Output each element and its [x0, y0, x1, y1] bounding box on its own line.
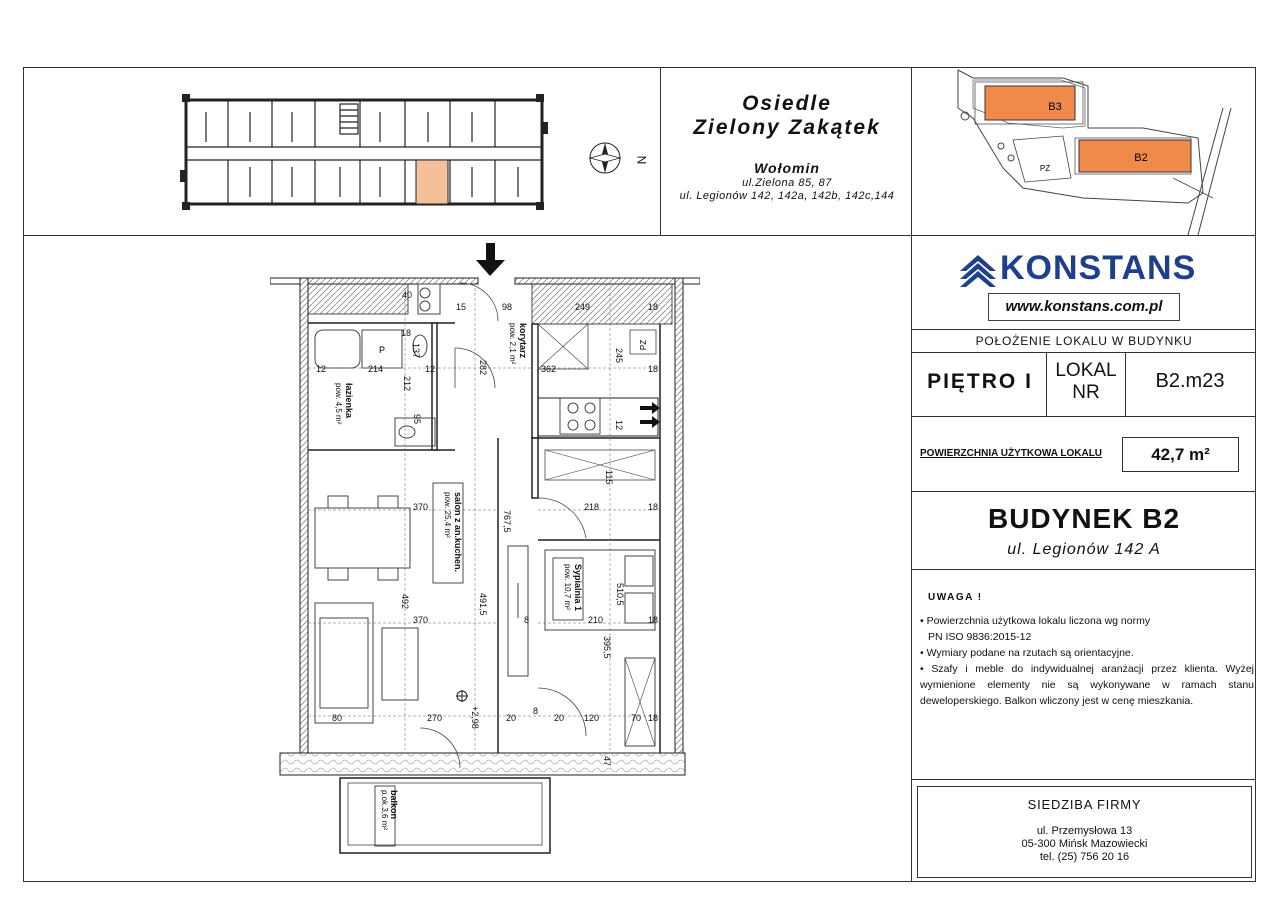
svg-text:8: 8: [524, 615, 530, 625]
svg-text:18: 18: [648, 713, 659, 723]
svg-text:łazienka: łazienka: [344, 383, 354, 419]
svg-text:18: 18: [648, 615, 659, 625]
svg-text:218: 218: [584, 502, 600, 512]
svg-text:98: 98: [502, 302, 513, 312]
svg-text:balkon: balkon: [389, 790, 399, 820]
site-parking-label: PZ: [1039, 164, 1051, 173]
estate-name-line1: Osiedle: [742, 92, 832, 115]
svg-text:270: 270: [427, 713, 443, 723]
divider: [911, 491, 1256, 492]
svg-text:370: 370: [413, 502, 429, 512]
konstans-logo-icon: [958, 251, 998, 287]
svg-text:pow. 2,1 m²: pow. 2,1 m²: [508, 323, 517, 365]
svg-text:47: 47: [602, 756, 612, 767]
svg-text:249: 249: [575, 302, 591, 312]
estate-name: [662, 92, 912, 140]
room-label-sypialnia: [553, 558, 583, 620]
estate-city: Wołomin: [754, 160, 820, 176]
svg-text:370: 370: [413, 615, 429, 625]
svg-text:362: 362: [541, 364, 557, 374]
svg-text:212: 212: [402, 376, 412, 392]
divider: [911, 329, 1256, 330]
unit-number-label: [1047, 360, 1125, 404]
svg-text:18: 18: [648, 502, 659, 512]
compass-north-label: N: [634, 155, 649, 165]
svg-text:pow. 25,4 m²: pow. 25,4 m²: [443, 492, 452, 538]
svg-text:Sypialnia 1: Sypialnia 1: [573, 564, 583, 612]
room-label-balkon: [375, 786, 399, 846]
company-name: KONSTANS: [1000, 249, 1197, 287]
estate-address-1: ul.Zielona 85, 87: [742, 177, 832, 189]
svg-text:salon z an.kuchen.: salon z an.kuchen.: [453, 492, 463, 573]
svg-text:18: 18: [401, 328, 412, 338]
svg-text:95: 95: [412, 414, 422, 425]
note-item: • Szafy i meble do indywidualnej aranżacji przez klienta. Wyżej wymienione elementy nie są wykonywane w ramach stanu deweloperskiego. Balkon wliczony jest w cenę mieszkania.: [920, 663, 1254, 707]
divider: [911, 779, 1256, 780]
svg-text:491,5: 491,5: [478, 593, 488, 616]
svg-text:pow. 4,5 m²: pow. 4,5 m²: [334, 383, 343, 425]
notes-title: UWAGA !: [928, 592, 983, 603]
company-website-link[interactable]: www.konstans.com.pl: [988, 293, 1180, 321]
svg-text:p.ok.3,6 m²: p.ok.3,6 m²: [380, 790, 389, 831]
building-street: ul. Legionów 142 A: [1007, 541, 1161, 558]
svg-text:pow. 10,7 m²: pow. 10,7 m²: [563, 564, 572, 610]
svg-text:395,5: 395,5: [602, 636, 612, 659]
svg-text:80: 80: [332, 713, 343, 723]
unit-number-value: B2.m23: [1155, 370, 1225, 392]
room-label-salon: [433, 483, 463, 583]
divider: [911, 352, 1256, 353]
svg-text:20: 20: [506, 713, 517, 723]
entrance-arrow-icon: [476, 243, 505, 276]
svg-text:137: 137: [411, 343, 421, 359]
svg-text:767,5: 767,5: [502, 510, 512, 533]
svg-text:18: 18: [648, 364, 659, 374]
svg-text:korytarz: korytarz: [518, 323, 528, 359]
usable-area-value: 42,7 m²: [1122, 437, 1239, 472]
svg-text:18: 18: [648, 302, 659, 312]
apartment-floor-plan: [270, 238, 700, 858]
divider: [911, 416, 1256, 417]
svg-text:120: 120: [584, 713, 600, 723]
estate-address-2: ul. Legionów 142, 142a, 142b, 142c,144: [679, 190, 895, 202]
building-title: BUDYNEK B2: [987, 503, 1181, 534]
svg-text:214: 214: [368, 364, 384, 374]
svg-text:12: 12: [614, 420, 624, 431]
divider: [23, 235, 1256, 236]
svg-text:210: 210: [588, 615, 604, 625]
site-b3-label: B3: [1048, 101, 1062, 113]
svg-text:282: 282: [478, 360, 488, 376]
unit-number-label-2: NR: [1072, 382, 1100, 403]
svg-text:PZ: PZ: [639, 339, 648, 351]
site-b2-label: B2: [1134, 152, 1148, 164]
divider: [911, 569, 1256, 570]
svg-text:P: P: [378, 345, 386, 355]
site-plan: [913, 68, 1255, 235]
svg-text:40: 40: [402, 290, 413, 300]
svg-text:492: 492: [400, 594, 410, 610]
unit-location-heading: POŁOŻENIE LOKALU W BUDYNKU: [975, 334, 1193, 348]
divider: [660, 67, 661, 235]
room-label-lazienka: [334, 383, 354, 425]
svg-text:12: 12: [316, 364, 327, 374]
headquarters-city: 05-300 Mińsk Mazowiecki: [1021, 838, 1148, 850]
svg-text:20: 20: [554, 713, 565, 723]
svg-text:510,5: 510,5: [615, 583, 625, 606]
headquarters-phone: tel. (25) 756 20 16: [1039, 851, 1130, 863]
note-item: PN ISO 9836:2015-12: [928, 631, 1032, 643]
note-item: • Wymiary podane na rzutach są orientacyjne.: [920, 647, 1134, 659]
svg-text:15: 15: [456, 302, 467, 312]
svg-text:8: 8: [533, 706, 539, 716]
building-key-plan: [180, 92, 550, 214]
estate-name-line2: Zielony Zakątek: [693, 116, 881, 139]
svg-text:12: 12: [425, 364, 436, 374]
svg-text:70: 70: [631, 713, 642, 723]
note-item: • Powierzchnia użytkowa lokalu liczona wg normy: [920, 615, 1151, 627]
headquarters-title: SIEDZIBA FIRMY: [1027, 797, 1142, 812]
unit-number-label-1: LOKAL: [1055, 360, 1117, 381]
floor-label: PIĘTRO I: [927, 370, 1033, 393]
svg-text:245: 245: [614, 348, 624, 364]
level-label: +2,98: [470, 706, 480, 729]
room-label-korytarz: [508, 323, 528, 365]
level-marker-icon: [456, 690, 468, 702]
usable-area-label: POWIERZCHNIA UŻYTKOWA LOKALU: [920, 448, 1103, 459]
svg-text:115: 115: [604, 470, 614, 485]
headquarters-street: ul. Przemysłowa 13: [1036, 825, 1133, 837]
